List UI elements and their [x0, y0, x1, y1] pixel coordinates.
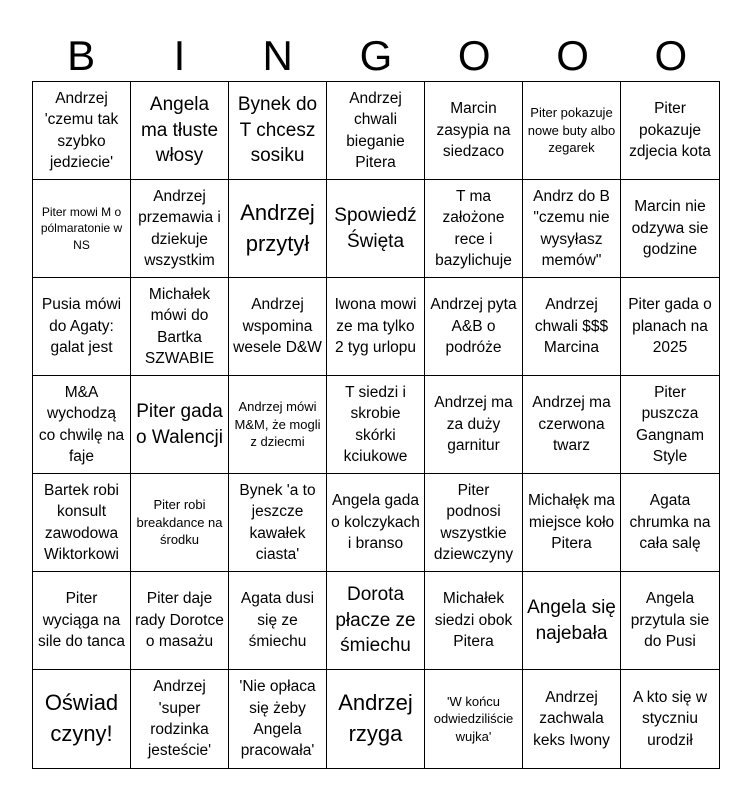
- header-letter: G: [359, 32, 393, 79]
- bingo-cell[interactable]: Iwona mowi ze ma tylko 2 tyg urlopu: [327, 278, 425, 376]
- bingo-cell[interactable]: Andrzej 'super rodzinka jesteście': [131, 670, 229, 768]
- bingo-cell[interactable]: Marcin nie odzywa sie godzine: [621, 180, 719, 278]
- bingo-cell[interactable]: Piter gada o Walencji: [131, 376, 229, 474]
- bingo-cell[interactable]: Piter wyciąga na sile do tanca: [33, 572, 131, 670]
- bingo-cell[interactable]: Bartek robi konsult zawodowa Wiktorkowi: [33, 474, 131, 572]
- bingo-cell[interactable]: 'Nie opłaca się żeby Angela pracowała': [229, 670, 327, 768]
- bingo-header: [32, 30, 720, 82]
- bingo-cell[interactable]: Oświad czyny!: [33, 670, 131, 768]
- bingo-cell[interactable]: Michałęk ma miejsce koło Pitera: [523, 474, 621, 572]
- bingo-cell[interactable]: T ma założone rece i bazylichuje: [425, 180, 523, 278]
- bingo-cell[interactable]: Andrzej pyta A&B o podróże: [425, 278, 523, 376]
- bingo-cell[interactable]: Andrzej rzyga: [327, 670, 425, 768]
- bingo-cell[interactable]: Dorota płacze ze śmiechu: [327, 572, 425, 670]
- bingo-grid: [32, 81, 720, 769]
- bingo-cell[interactable]: A kto się w styczniu urodził: [632, 688, 708, 749]
- bingo-cell[interactable]: Michałek siedzi obok Pitera: [425, 572, 523, 670]
- bingo-cell[interactable]: Angela ma tłuste włosy: [131, 82, 229, 180]
- bingo-cell[interactable]: Bynek 'a to jeszcze kawałek ciasta': [229, 474, 327, 572]
- header-letter: I: [173, 32, 186, 79]
- bingo-cell[interactable]: Andrzej ma za duży garnitur: [425, 376, 523, 474]
- bingo-cell[interactable]: Piter daje rady Dorotce o masażu: [131, 572, 229, 670]
- bingo-cell[interactable]: Piter gada o planach na 2025: [621, 278, 719, 376]
- bingo-cell[interactable]: Andrzej przemawia i dziekuje wszystkim: [131, 180, 229, 278]
- bingo-cell[interactable]: Agata dusi się ze śmiechu: [229, 572, 327, 670]
- bingo-cell[interactable]: T siedzi i skrobie skórki kciukowe: [327, 376, 425, 474]
- header-letter: O: [654, 32, 688, 79]
- header-letter: O: [556, 32, 589, 79]
- bingo-cell[interactable]: Piter pokazuje zdjecia kota: [621, 82, 719, 180]
- bingo-cell[interactable]: Pusia mówi do Agaty: galat jest: [33, 278, 131, 376]
- bingo-cell[interactable]: Andrzej wspomina wesele D&W: [229, 278, 327, 376]
- bingo-cell[interactable]: Andrzej ma czerwona twarz: [523, 376, 621, 474]
- bingo-cell[interactable]: Angela gada o kolczykach i branso: [327, 474, 425, 572]
- bingo-cell[interactable]: Andrzej 'czemu tak szybko jedziecie': [33, 82, 131, 180]
- bingo-cell[interactable]: Agata chrumka na cała salę: [621, 474, 719, 572]
- bingo-cell[interactable]: Michałek mówi do Bartka SZWABIE: [131, 278, 229, 376]
- bingo-cell[interactable]: Piter mowi M o pólmaratonie w NS: [33, 180, 131, 278]
- bingo-cell[interactable]: Bynek do T chcesz sosiku: [229, 82, 327, 180]
- bingo-cell[interactable]: Andrz do B "czemu nie wysyłasz memów": [523, 180, 621, 278]
- bingo-cell[interactable]: Andrzej chwali $$$ Marcina: [523, 278, 621, 376]
- bingo-cell[interactable]: Piter podnosi wszystkie dziewczyny: [425, 474, 523, 572]
- header-letter: N: [262, 32, 293, 79]
- bingo-cell[interactable]: Angela przytula sie do Pusi: [621, 572, 719, 670]
- header-letter: B: [67, 32, 96, 79]
- bingo-cell[interactable]: Spowiedź Święta: [327, 180, 425, 278]
- bingo-cell[interactable]: Marcin zasypia na siedzaco: [425, 82, 523, 180]
- bingo-cell[interactable]: Andrzej chwali bieganie Pitera: [327, 82, 425, 180]
- bingo-cell[interactable]: Andrzej przytył: [229, 180, 327, 278]
- bingo-cell[interactable]: 'W końcu odwiedziliście wujka': [425, 670, 523, 768]
- bingo-cell[interactable]: Andrzej mówi M&M, że mogli z dziecmi: [229, 376, 327, 474]
- bingo-cell[interactable]: M&A wychodzą co chwilę na faje: [33, 376, 131, 474]
- bingo-cell[interactable]: Piter robi breakdance na środku: [131, 474, 229, 572]
- bingo-cell[interactable]: Piter puszcza Gangnam Style: [621, 376, 719, 474]
- bingo-cell[interactable]: Angela się najebała: [523, 572, 621, 670]
- bingo-cell[interactable]: Piter pokazuje nowe buty albo zegarek: [523, 82, 621, 180]
- header-letter: O: [457, 32, 491, 79]
- bingo-cell[interactable]: Andrzej zachwala keks Iwony: [523, 670, 621, 768]
